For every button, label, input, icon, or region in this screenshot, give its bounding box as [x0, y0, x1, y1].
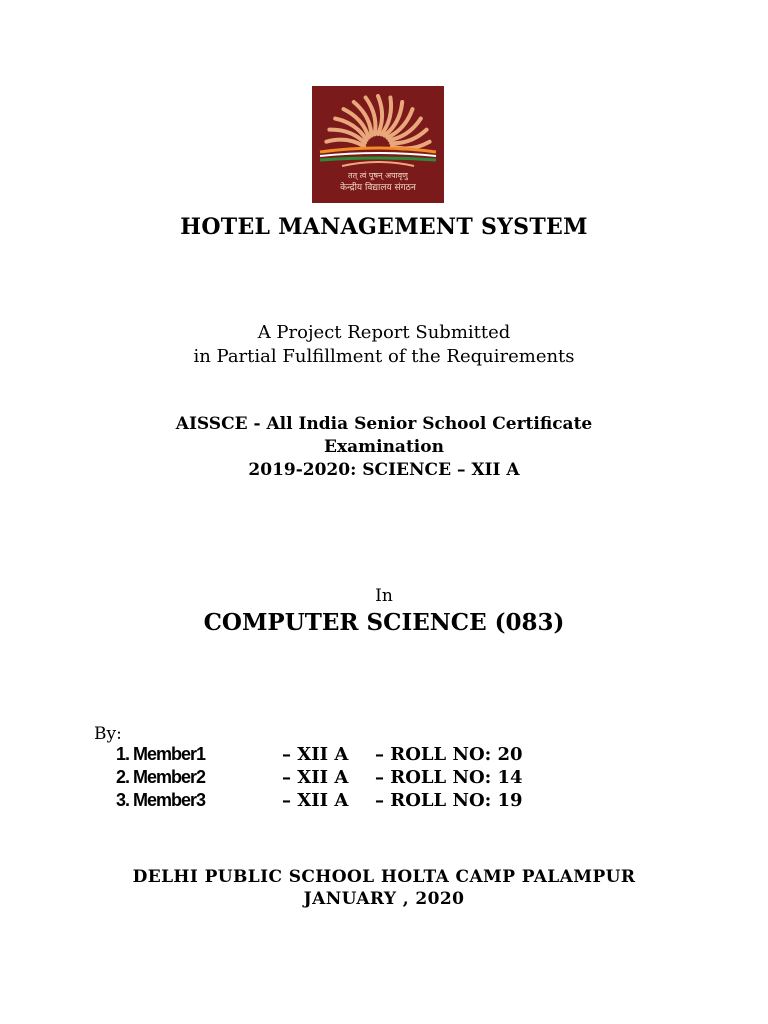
submission-line-2: in Partial Fulfillment of the Requirements: [193, 346, 575, 367]
member-name: 1. Member1: [116, 744, 206, 764]
member-class: – XII A: [282, 790, 349, 811]
member-name: 2. Member2: [116, 767, 206, 787]
member-name: 3. Member3: [116, 790, 206, 810]
member-row: [116, 767, 556, 791]
logo-caption-line1: तत् त्वं पूषन् अपावृणु: [348, 171, 408, 180]
exam-line-1: AISSCE - All India Senior School Certificate: [175, 414, 593, 434]
member-roll: – ROLL NO: 20: [375, 744, 523, 765]
in-label: In: [375, 586, 393, 606]
submission-date: JANUARY , 2020: [303, 889, 465, 909]
submission-line-1: A Project Report Submitted: [257, 322, 511, 343]
school-name: DELHI PUBLIC SCHOOL HOLTA CAMP PALAMPUR: [132, 867, 636, 887]
member-roll: – ROLL NO: 14: [375, 767, 523, 788]
member-class: – XII A: [282, 744, 349, 765]
sun-ray: [378, 96, 382, 134]
sun-ray: [326, 140, 364, 147]
member-row: [116, 744, 556, 768]
member-row: [116, 790, 556, 814]
member-roll: – ROLL NO: 19: [375, 790, 523, 811]
kvs-logo: [312, 86, 444, 203]
exam-line-2: Examination: [324, 437, 444, 457]
by-label: By:: [94, 724, 122, 744]
sunburst-emblem-icon: [312, 86, 444, 203]
project-title: HOTEL MANAGEMENT SYSTEM: [180, 214, 588, 240]
exam-line-3: 2019-2020: SCIENCE – XII A: [248, 460, 520, 480]
logo-caption-line2: केन्द्रीय विद्यालय संगठन: [340, 183, 416, 193]
member-class: – XII A: [282, 767, 349, 788]
subject-title: COMPUTER SCIENCE (083): [203, 609, 565, 636]
